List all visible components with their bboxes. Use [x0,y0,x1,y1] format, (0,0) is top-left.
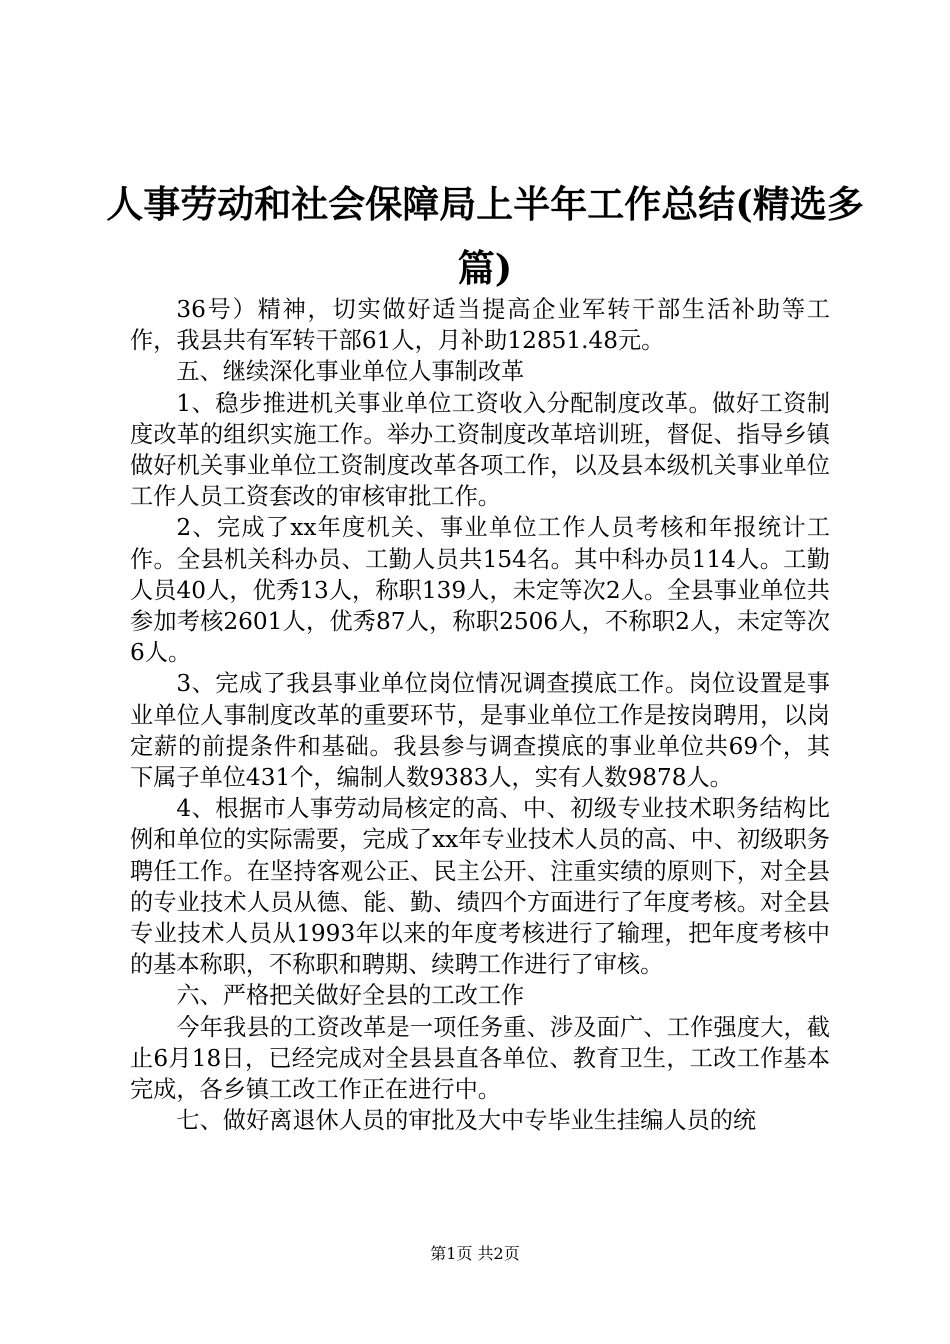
paragraph-item-2: 2、完成了xx年度机关、事业单位工作人员考核和年报统计工作。全县机关科办员、工勤人员共154名。其中科办员114人。工勤人员40人，优秀13人，称职139人，未定等次2人。全县事业单位共参加考核2601人，优秀87人，称职2506人，不称职2人，未定等次6人。 [130,514,830,667]
paragraph-item-4: 4、根据市人事劳动局核定的高、中、初级专业技术职务结构比例和单位的实际需要，完成了xx年专业技术人员的高、中、初级职务聘任工作。在坚持客观公正、民主公开、注重实绩的原则下，对全县的专业技术人员从德、能、勤、绩四个方面进行了年度考核。对全县专业技术人员从1993年以来的年度考核进行了输理，把年度考核中的基本称职，不称职和聘期、续聘工作进行了审核。 [130,795,830,979]
document-title: 人事劳动和社会保障局上半年工作总结(精选多篇) [106,182,864,290]
document-body [130,294,830,1136]
section-heading-five: 五、继续深化事业单位人事制改革 [176,358,525,386]
section-heading-six: 六、严格把关做好全县的工改工作 [176,982,525,1010]
paragraph-item-3: 3、完成了我县事业单位岗位情况调查摸底工作。岗位设置是事业单位人事制度改革的重要环节，是事业单位工作是按岗聘用，以岗定薪的前提条件和基础。我县参与调查摸底的事业单位共69个，其下属子单位431个，编制人数9383人，实有人数9878人。 [130,670,830,792]
section-heading-seven: 七、做好离退休人员的审批及大中专毕业生挂编人员的统 [176,1107,757,1135]
paragraph-item-1: 1、稳步推进机关事业单位工资收入分配制度改革。做好工资制度改革的组织实施工作。举办工资制度改革培训班，督促、指导乡镇做好机关事业单位工资制度改革各项工作，以及县本级机关事业单位工作人员工资套改的审核审批工作。 [130,389,830,511]
paragraph-military-cadre-subsidy: 36号）精神，切实做好适当提高企业军转干部生活补助等工作，我县共有军转干部61人，月补助12851.48元。 [130,296,830,355]
paragraph-wage-reform: 今年我县的工资改革是一项任务重、涉及面广、工作强度大，截止6月18日，已经完成对全县县直各单位、教育卫生，工改工作基本完成，各乡镇工改工作正在进行中。 [130,1013,830,1104]
page-number-footer: 第1页 共2页 [430,1244,520,1263]
